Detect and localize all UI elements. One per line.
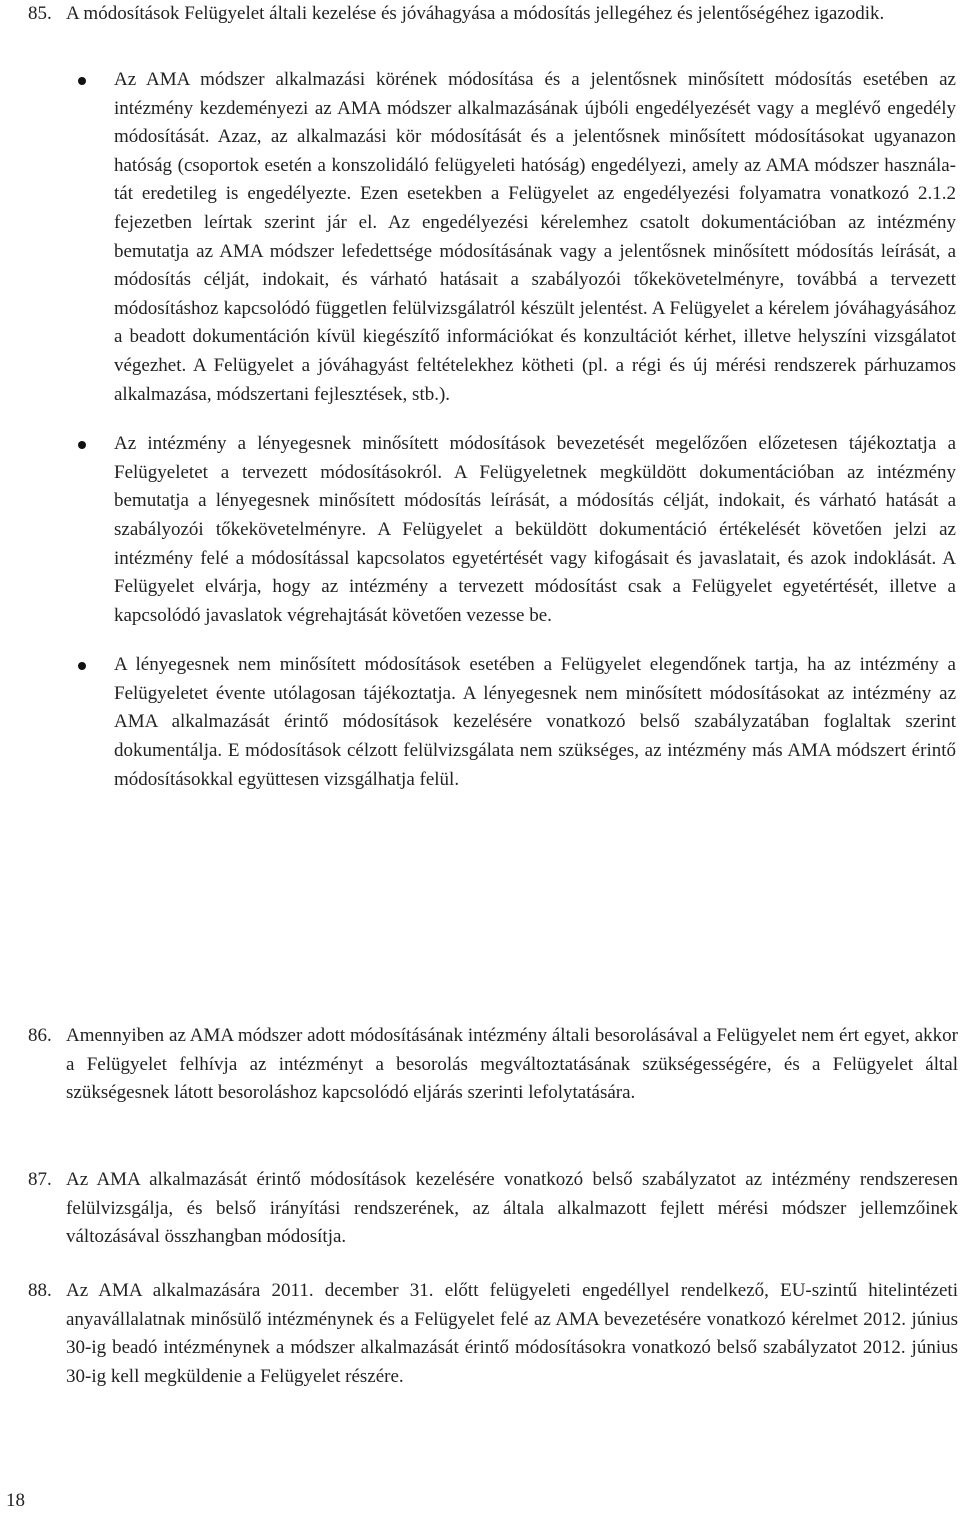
- page-number: 18: [6, 1490, 25, 1511]
- list-item: [66, 651, 956, 794]
- paragraph-text: Az AMA alkalmazására 2011. december 31. előtt felügyeleti engedéllyel rendelkező, EU-szintű hitelintézeti anyavállalatnak minősülő intézménynek és a Felügyelet felé az AMA bevezetésére vonatkozó kérelmet 2012. június 30-ig beadó intézménynek a módszer alkalmazását érintő módosításokra vonatkozó belső szabályzatot 2012. június 30-ig kell megküldenie a Felügyelet részére.: [66, 1280, 958, 1387]
- bullet-list: [66, 66, 956, 794]
- bullet-icon: [78, 77, 86, 85]
- paragraph-85: [28, 0, 958, 29]
- paragraph-text: Amennyiben az AMA módszer adott módosításának intézmény általi besorolásával a Felügyelet nem ért egyet, akkor a Felügyelet felhívja az intézményt a besorolás megváltoztatásának szükségességére, és a Felügyelet által szükségesnek látott besoroláshoz kapcsolódó eljárás szerinti lefolytatására.: [66, 1025, 958, 1104]
- bullet-icon: [78, 662, 86, 670]
- list-item-text: A lényegesnek nem minősített módosítások esetében a Felügyelet elegendőnek tartja, ha az intézmény a Felügyeletet évente utólagosan tájékoztatja. A lényegesnek nem minősített módosításokat az intézmény az AMA alkalmazását érintő módosítások kezelésére vonatkozó belső szabályzatában foglaltak szerint dokumentálja. E módosítások célzott felülvizsgálata nem szükséges, az intézmény más AMA módszert érintő módosításokkal együttesen vizsgálhatja felül.: [114, 654, 956, 790]
- paragraph-number: 87.: [28, 1169, 52, 1190]
- list-item-text: Az intézmény a lényegesnek minősített módosítások bevezetését megelőzően előzetesen tájékoztatja a Felügyeletet a tervezett módosításokról. A Felügyeletnek megküldött dokumentációban az intézmény bemutatja a lényegesnek minősített módosítás leírását, a módosítás célját, indokait, és várható hatását a szabályozói tőkekövetelményre. A Felügyelet a beküldött dokumentáció értékelését követően jelzi az intézmény felé a módosítással kapcsolatos egyetértését vagy kifogásait és javaslatait, és azok indoklását. A Felügyelet elvárja, hogy az intézmény a tervezett módosítást csak a Felügyelet egyetértését, illetve a kapcsolódó javaslatok végrehajtását követően vezesse be.: [114, 433, 956, 626]
- paragraph-86: [28, 1022, 958, 1108]
- paragraph-88: [28, 1277, 958, 1391]
- paragraph-number: 88.: [28, 1280, 52, 1301]
- list-item: [66, 430, 956, 630]
- paragraph-text: Az AMA alkalmazását érintő módosítások kezelésére vonatkozó belső szabályzatot az intézmény rendszeresen felülvizsgálja, és belső irányítási rendszerének, az általa alkalmazott fejlett mérési módszer jellemzőinek változásával összhangban módosítja.: [66, 1169, 958, 1248]
- paragraph-87: [28, 1166, 958, 1252]
- paragraph-number: 86.: [28, 1025, 52, 1046]
- list-item: [66, 66, 956, 409]
- list-item-text: Az AMA módszer alkalmazási körének módosítása és a jelentősnek minősített módosítás esetében az intézmény kezdeményezi az AMA módszer alkalmazásának újbóli engedélyezését vagy a meglévő engedély módosítását. Azaz, az alkalmazási kör módosítását és a jelentősnek minősített módosításokat ugyanazon hatóság (csoportok esetén a konszolidáló felügyeleti hatóság) engedélyezi, amely az AMA módszer használatát eredetileg is engedélyezte. Ezen esetekben a Felügyelet az engedélyezési folyamatra vonatkozó 2.1.2 fejezetben leírtak szerint jár el. Az engedélyezési kérelemhez csatolt dokumentációban az intézmény bemutatja az AMA módszer lefedettsége módosításának vagy a jelentősnek minősített módosítás leírását, a módosítás célját, indokait, és várható hatásait a szabályozói tőkekövetelményre, továbbá a tervezett módosításhoz kapcsolódó független felülvizsgálatról készült jelentést. A Felügyelet a kérelem jóváhagyásához a beadott dokumentáción kívül kiegészítő információkat és konzultációt kérhet, illetve helyszíni vizsgálatot végezhet. A Felügyelet a jóváhagyást feltételekhez kötheti (pl. a régi és új mérési rendszerek párhuzamos alkalmazása, módszertani fejlesztések, stb.).: [114, 69, 956, 405]
- paragraph-text: A módosítások Felügyelet általi kezelése és jóváhagyása a módosítás jellegéhez és jelentőségéhez igazodik.: [66, 3, 885, 24]
- paragraph-number: 85.: [28, 3, 52, 24]
- bullet-icon: [78, 441, 86, 449]
